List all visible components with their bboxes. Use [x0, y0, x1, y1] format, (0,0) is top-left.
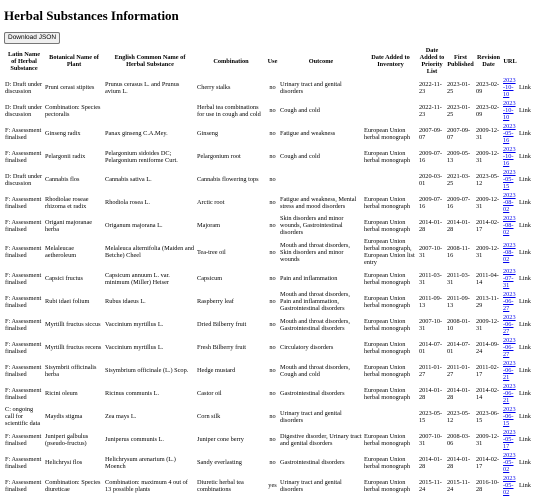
table-cell: Link	[519, 459, 531, 466]
cell-use: no	[269, 275, 276, 282]
cell-revision-date: 2011-02-17	[476, 363, 499, 378]
monograph-link[interactable]: 2023-08-02	[503, 241, 516, 263]
monograph-link[interactable]: 2023-06-27	[503, 291, 516, 312]
cell-botanical-name: Myrtilli fructus siccus	[45, 321, 101, 328]
cell-date-added-inventory: European Union herbal monograph	[364, 149, 410, 164]
cell-use: no	[269, 436, 276, 443]
cell-use: yes	[268, 482, 277, 489]
cell-combination: Sandy everlasting	[197, 459, 242, 466]
cell-use: no	[269, 321, 276, 328]
cell-use: no	[269, 199, 276, 206]
cell-latin-name: F: Assessment finalised	[5, 195, 42, 210]
cell-botanical-name: Rubi idaei folium	[45, 298, 90, 305]
cell-common-name: Vaccinium myrtillus L.	[105, 321, 164, 328]
cell-url	[502, 336, 518, 359]
monograph-link[interactable]: 2023-06-21	[503, 360, 516, 381]
cell-date-added-priority: 2007-10-31	[419, 317, 443, 332]
cell-use: no	[269, 248, 276, 256]
cell-date-added-inventory: European Union herbal monograph	[364, 317, 410, 332]
cell-outcome: Urinary tract and genital disorders	[280, 478, 342, 493]
cell-revision-date: 2014-09-24	[476, 340, 500, 355]
cell-first-published: 2015-11-24	[447, 478, 470, 493]
cell-combination: Corn silk	[197, 413, 221, 420]
cell-first-published: 2021-03-25	[447, 172, 471, 187]
cell-revision-date: 2009-12-31	[476, 432, 500, 447]
cell-latin-name: F: Assessment finalised	[5, 126, 42, 141]
cell-revision-date: 2009-12-31	[476, 195, 500, 210]
cell-latin-name: F: Assessment finalised	[5, 386, 42, 401]
cell-outcome: Cough and cold	[280, 107, 320, 114]
cell-date-added-priority: 2007-10-31	[419, 245, 443, 259]
monograph-link[interactable]: 2023-08-02	[503, 192, 516, 213]
cell-revision-date: 2009-12-31	[476, 245, 500, 259]
table-row	[4, 237, 536, 267]
cell-botanical-name: Pruni cerasi stipites	[45, 84, 95, 91]
cell-first-published: 2014-07-01	[447, 340, 471, 355]
cell-revision-date: 2013-11-29	[476, 294, 499, 309]
cell-common-name: Sisymbrium officinale (L.) Scop.	[105, 367, 189, 374]
cell-use: no	[269, 176, 276, 183]
monograph-link[interactable]: 2023-05-02	[503, 452, 516, 473]
table-row	[4, 191, 536, 214]
cell-combination: Majoram	[197, 222, 221, 229]
monograph-link[interactable]: 2023-10-10	[503, 77, 516, 98]
cell-botanical-name: Ricini oleum	[45, 390, 78, 397]
cell-first-published: 2014-01-28	[447, 218, 471, 233]
table-row	[4, 290, 536, 313]
cell-url	[502, 474, 518, 497]
cell-date-added-inventory: European Union herbal monograph	[364, 195, 410, 210]
cell-url	[502, 451, 518, 474]
cell-common-name: Cannabis sativa L.	[105, 176, 152, 183]
cell-common-name: Origanum majorana L.	[105, 222, 163, 229]
cell-combination: Raspberry leaf	[197, 298, 234, 305]
table-row	[4, 428, 536, 451]
table-cell: Link	[519, 107, 531, 114]
monograph-link[interactable]: 2023-06-21	[503, 383, 516, 404]
cell-date-added-priority: 2014-07-01	[419, 340, 443, 355]
download-json-button[interactable]: Download JSON	[4, 32, 60, 44]
cell-outcome: Fatigue and weakness, Mental stress and mood disorders	[280, 195, 357, 210]
table-row	[4, 99, 536, 122]
cell-revision-date: 2023-02-09	[476, 80, 500, 95]
cell-revision-date: 2009-12-31	[476, 317, 500, 332]
cell-botanical-name: Combination: Species pectoralis	[45, 103, 101, 118]
cell-date-added-priority: 2015-11-24	[419, 478, 442, 493]
cell-url	[502, 145, 518, 168]
header-date-added-priority: Date Added to Priority List	[419, 47, 445, 75]
cell-botanical-name: Myrtilli fructus recens	[45, 344, 102, 351]
cell-first-published: 2023-01-25	[447, 80, 471, 95]
cell-combination: Herbal tea combinations for use in cough and cold	[197, 103, 261, 118]
cell-date-added-priority: 2022-11-23	[419, 103, 442, 118]
cell-date-added-priority: 2022-11-23	[419, 80, 442, 95]
monograph-link[interactable]: 2023-05-02	[503, 475, 516, 496]
cell-date-added-priority: 2023-05-15	[419, 409, 443, 424]
header-combination: Combination	[213, 57, 249, 65]
monograph-link[interactable]: 2023-08-02	[503, 215, 516, 236]
table-row	[4, 359, 536, 382]
cell-first-published: 2014-01-28	[447, 386, 471, 401]
cell-latin-name: D: Draft under discussion	[5, 172, 43, 187]
cell-outcome: Mouth and throat disorders, Gastrointestinal disorders	[280, 317, 350, 332]
cell-url	[502, 267, 518, 290]
cell-date-added-inventory: European Union herbal monograph	[364, 455, 410, 470]
monograph-link[interactable]: 2023-10-10	[503, 100, 516, 121]
cell-common-name: Juniperus communis L.	[105, 436, 164, 443]
cell-date-added-priority: 2009-07-16	[419, 149, 443, 164]
cell-use: no	[269, 390, 276, 397]
cell-date-added-priority: 2020-03-01	[419, 172, 443, 187]
cell-common-name: Zea mays L.	[105, 413, 137, 420]
cell-botanical-name: Juniperi galbulus (pseudo-fructus)	[45, 432, 89, 447]
cell-botanical-name: Combination: Species diureticae	[45, 478, 101, 493]
cell-date-added-inventory: European Union herbal monograph	[364, 363, 410, 378]
cell-latin-name: F: Assessment finalised	[5, 432, 42, 447]
table-header-row	[4, 46, 536, 76]
cell-first-published: 2008-11-16	[447, 245, 470, 259]
cell-outcome: Gastrointestinal disorders	[280, 390, 345, 397]
cell-latin-name: D: Draft under discussion	[5, 80, 43, 95]
cell-use: no	[269, 84, 276, 91]
table-cell: Link	[519, 482, 531, 489]
cell-use: no	[269, 367, 276, 374]
monograph-link[interactable]: 2023-06-15	[503, 406, 516, 427]
cell-first-published: 2011-09-13	[447, 294, 470, 309]
table-cell: Link	[519, 413, 531, 420]
cell-url	[502, 428, 518, 451]
cell-url	[502, 359, 518, 382]
cell-latin-name: F: Assessment finalised	[5, 218, 42, 233]
cell-date-added-inventory: European Union herbal monograph	[364, 126, 410, 141]
cell-outcome: Urinary tract and genital disorders	[280, 409, 342, 424]
cell-use: no	[269, 130, 276, 137]
header-common-name: English Common Name of Herbal Substance	[114, 54, 186, 68]
page-title: Herbal Substances Information	[4, 8, 179, 23]
cell-date-added-inventory: European Union herbal monograph	[364, 271, 410, 286]
table-row	[4, 451, 536, 474]
cell-date-added-inventory: European Union herbal monograph	[364, 478, 410, 493]
cell-outcome: Pain and inflammation	[280, 275, 338, 282]
table-cell: Link	[519, 436, 531, 443]
cell-date-added-inventory	[363, 99, 418, 122]
table-row	[4, 474, 536, 497]
monograph-link[interactable]: 2023-07-31	[503, 268, 516, 289]
cell-date-added-priority: 2014-01-28	[419, 386, 443, 401]
header-url: URL	[503, 57, 517, 65]
cell-combination: Juniper cone berry	[197, 436, 244, 443]
table-cell: Link	[519, 298, 531, 305]
cell-first-published: 2008-03-06	[447, 432, 471, 447]
cell-date-added-priority: 2011-09-13	[419, 294, 442, 309]
cell-latin-name: F: Assessment finalised	[5, 271, 42, 286]
cell-revision-date: 2023-05-12	[476, 172, 500, 187]
cell-first-published: 2011-01-27	[447, 363, 470, 378]
cell-common-name: Rhodiola rosea L.	[105, 199, 150, 206]
table-cell: Link	[519, 275, 531, 282]
cell-date-added-priority: 2011-01-27	[419, 363, 442, 378]
cell-date-added-priority: 2014-01-28	[419, 218, 443, 233]
cell-common-name: Pelargonium sidoides DC; Pelargonium reniforme Curt.	[105, 149, 178, 164]
monograph-link[interactable]: 2023-10-16	[503, 146, 516, 167]
cell-revision-date: 2023-02-09	[476, 103, 500, 118]
cell-combination: Dried Bilberry fruit	[197, 321, 247, 328]
cell-url	[502, 76, 518, 99]
cell-common-name: Melaleuca alternifolia (Maiden and Betche) Cheel	[105, 245, 194, 259]
table-cell: Link	[519, 248, 531, 256]
cell-latin-name: F: Assessment finalised	[5, 363, 42, 378]
table-cell: Link	[519, 176, 531, 183]
cell-combination: Cannabis flowering tops	[197, 176, 259, 183]
cell-first-published: 2009-05-13	[447, 149, 471, 164]
cell-common-name: Prunus cerasus L. and Prunus avium L.	[105, 80, 180, 95]
table-cell: Link	[519, 130, 531, 137]
monograph-link[interactable]: 2023-05-15	[503, 169, 516, 190]
header-latin-name: Latin Name of Herbal Substance	[7, 50, 40, 72]
table-row	[4, 76, 536, 99]
cell-url	[502, 214, 518, 237]
table-cell: Link	[519, 199, 531, 206]
cell-date-added-inventory: European Union herbal monograph, European Union list entry	[364, 238, 415, 266]
cell-url	[502, 99, 518, 122]
cell-botanical-name: Melaleucae aetheroleum	[45, 245, 77, 259]
cell-first-published: 2007-09-07	[447, 126, 471, 141]
monograph-link[interactable]: 2023-05-17	[503, 429, 516, 450]
cell-use: no	[269, 344, 276, 351]
cell-combination: Castor oil	[197, 390, 222, 397]
cell-date-added-priority: 2007-10-31	[419, 432, 443, 447]
cell-botanical-name: Helichrysi flos	[45, 459, 83, 466]
cell-common-name: Combination: maximum 4 out of 13 possible plants	[105, 478, 188, 493]
cell-date-added-priority: 2007-09-07	[419, 126, 443, 141]
cell-latin-name: F: Assessment finalised	[5, 245, 42, 259]
cell-use: no	[269, 459, 276, 466]
monograph-link[interactable]: 2023-06-27	[503, 337, 516, 358]
cell-date-added-inventory: European Union herbal monograph	[364, 218, 410, 233]
cell-date-added-priority: 2011-03-31	[419, 271, 442, 286]
header-date-added-inventory: Date Added to Inventory	[371, 54, 410, 68]
table-body	[4, 76, 536, 497]
cell-revision-date: 2009-12-31	[476, 149, 500, 164]
herbal-substances-table	[4, 46, 536, 497]
table-cell: Link	[519, 367, 531, 374]
cell-botanical-name: Ginseng radix	[45, 130, 81, 137]
cell-combination: Capsicum	[197, 275, 223, 282]
cell-url	[502, 122, 518, 145]
cell-outcome: Cough and cold	[280, 153, 320, 160]
table-row	[4, 405, 536, 428]
cell-latin-name: F: Assessment finalised	[5, 294, 42, 309]
cell-date-added-inventory: European Union herbal monograph	[364, 294, 410, 309]
cell-first-published: 2008-01-10	[447, 317, 471, 332]
cell-latin-name: F: Assessment finalised	[5, 478, 42, 493]
cell-revision-date: 2011-04-14	[476, 271, 499, 286]
cell-date-added-inventory: European Union herbal monograph	[364, 386, 410, 401]
cell-first-published: 2023-05-12	[447, 409, 471, 424]
cell-combination: Tea-tree oil	[197, 248, 226, 256]
cell-common-name: Capsicum annuum L. var. minimum (Miller) Heiser	[105, 271, 170, 286]
cell-outcome: Mouth and throat disorders, Skin disorders and minor wounds	[280, 241, 350, 263]
cell-outcome: Gastrointestinal disorders	[280, 459, 345, 466]
cell-outcome: Skin disorders and minor wounds, Gastrointestinal disorders	[280, 215, 344, 236]
cell-botanical-name: Maydis stigma	[45, 413, 83, 420]
cell-common-name: Panax ginseng C.A.Mey.	[105, 130, 168, 137]
cell-revision-date: 2014-02-17	[476, 455, 500, 470]
cell-outcome: Digestive disorder, Urinary tract and genital disorders	[280, 432, 362, 447]
cell-botanical-name: Capsici fructus	[45, 275, 83, 282]
cell-common-name: Ricinus communis L.	[105, 390, 160, 397]
cell-combination: Ginseng	[197, 130, 218, 137]
cell-latin-name: F: Assessment finalised	[5, 455, 42, 470]
cell-revision-date: 2023-06-15	[476, 409, 500, 424]
table-cell: Link	[519, 84, 531, 91]
monograph-link[interactable]: 2023-05-16	[503, 123, 516, 144]
cell-outcome: Circulatory disorders	[280, 344, 334, 351]
cell-date-added-inventory	[363, 76, 418, 99]
cell-date-added-inventory	[363, 168, 418, 191]
cell-revision-date: 2009-12-31	[476, 126, 500, 141]
cell-url	[502, 237, 518, 267]
cell-combination: Diuretic herbal tea combinations	[197, 478, 244, 493]
table-row	[4, 382, 536, 405]
cell-common-name	[104, 99, 196, 122]
header-outcome: Outcome	[308, 57, 334, 65]
table-cell: Link	[519, 390, 531, 397]
cell-url	[502, 405, 518, 428]
table-cell: Link	[519, 321, 531, 328]
cell-date-added-priority: 2014-01-28	[419, 455, 443, 470]
cell-date-added-inventory	[363, 405, 418, 428]
cell-first-published: 2011-03-31	[447, 271, 470, 286]
table-cell: Link	[519, 222, 531, 229]
cell-revision-date: 2014-02-14	[476, 386, 500, 401]
cell-latin-name: D: Draft under discussion	[5, 103, 43, 118]
cell-combination: Arctic root	[197, 199, 225, 206]
cell-url	[502, 290, 518, 313]
cell-use: no	[269, 222, 276, 229]
page	[0, 8, 540, 497]
cell-url	[502, 313, 518, 336]
cell-revision-date: 2014-02-17	[476, 218, 500, 233]
cell-outcome: Mouth and throat disorders, Cough and cold	[280, 363, 350, 378]
table-cell: Link	[519, 153, 531, 160]
cell-use: no	[269, 153, 276, 160]
cell-botanical-name: Rhodiolae roseae rhizoma et radix	[45, 195, 89, 210]
header-use: Use	[267, 57, 278, 65]
table-row	[4, 313, 536, 336]
cell-latin-name: F: Assessment finalised	[5, 340, 42, 355]
cell-outcome: Mouth and throat disorders, Pain and inflammation, Gastrointestinal disorders	[280, 291, 350, 312]
cell-first-published: 2009-07-16	[447, 195, 471, 210]
table-row	[4, 122, 536, 145]
cell-use: no	[269, 107, 276, 114]
cell-botanical-name: Origani majoranae herba	[45, 218, 93, 233]
cell-latin-name: F: Assessment finalised	[5, 317, 42, 332]
table-row	[4, 145, 536, 168]
cell-latin-name: F: Assessment finalised	[5, 149, 42, 164]
cell-use: no	[269, 413, 276, 420]
table-cell: Link	[519, 344, 531, 351]
cell-first-published: 2023-01-25	[447, 103, 471, 118]
cell-botanical-name: Sisymbrii officinalis herba	[45, 363, 97, 378]
cell-common-name: Vaccinium myrtillus L.	[105, 344, 164, 351]
cell-botanical-name: Pelargonii radix	[45, 153, 86, 160]
cell-date-added-inventory: European Union herbal monograph	[364, 340, 410, 355]
header-botanical-name: Botanical Name of Plant	[49, 54, 99, 68]
monograph-link[interactable]: 2023-06-27	[503, 314, 516, 335]
header-revision-date: Revision Date	[476, 54, 501, 68]
header-first-published: First Published	[447, 54, 474, 68]
cell-common-name: Rubus idaeus L.	[105, 298, 146, 305]
cell-revision-date: 2016-10-28	[476, 478, 500, 493]
table-row	[4, 168, 536, 191]
cell-combination: Pelargonium root	[197, 153, 241, 160]
cell-url	[502, 382, 518, 405]
cell-combination: Cherry stalks	[197, 84, 231, 91]
cell-use: no	[269, 298, 276, 305]
table-row	[4, 267, 536, 290]
cell-combination: Fresh Bilberry fruit	[197, 344, 246, 351]
cell-outcome	[279, 168, 363, 191]
cell-date-added-priority: 2009-07-16	[419, 195, 443, 210]
cell-latin-name: C: ongoing call for scientific data	[5, 406, 41, 427]
cell-date-added-inventory: European Union herbal monograph	[364, 432, 410, 447]
cell-url	[502, 168, 518, 191]
cell-combination: Hedge mustard	[197, 367, 236, 374]
cell-common-name: Helichrysum arenarium (L.) Moench	[105, 455, 176, 470]
table-row	[4, 336, 536, 359]
cell-url	[502, 191, 518, 214]
cell-outcome: Urinary tract and genital disorders	[280, 80, 342, 95]
cell-botanical-name: Cannabis flos	[45, 176, 80, 183]
cell-first-published: 2014-01-28	[447, 455, 471, 470]
cell-outcome: Fatigue and weakness	[280, 130, 336, 137]
table-row	[4, 214, 536, 237]
